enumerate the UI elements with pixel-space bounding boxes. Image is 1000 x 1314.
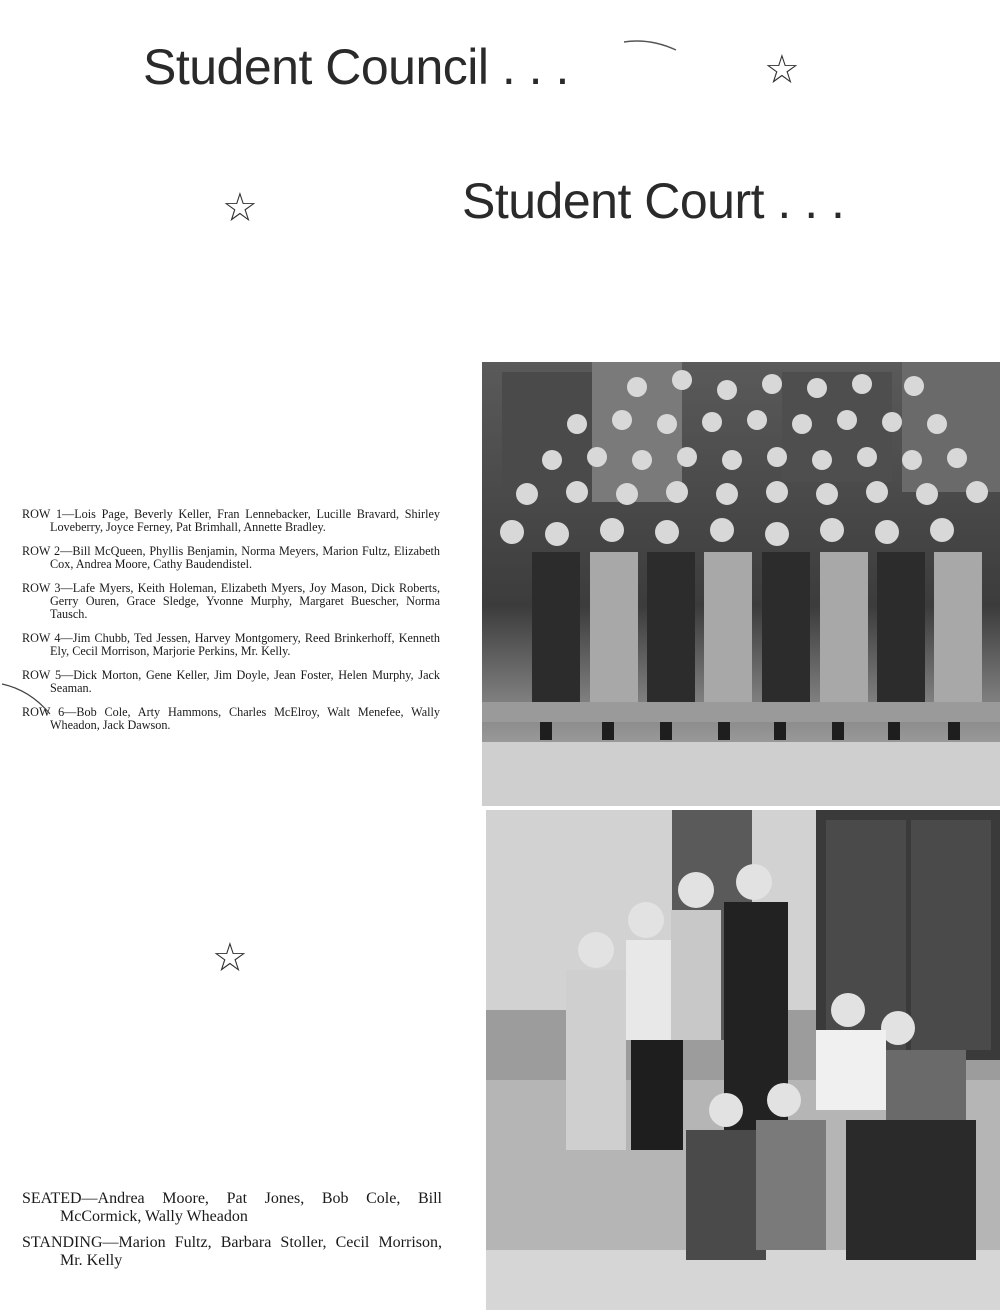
council-photo-caption bbox=[22, 508, 440, 743]
star-ornament-icon: ☆ bbox=[212, 935, 248, 981]
pencil-mark bbox=[620, 36, 680, 56]
student-court-title: Student Court . . . bbox=[462, 173, 845, 229]
pencil-mark bbox=[0, 680, 60, 720]
caption-row-4: ROW 4—Jim Chubb, Ted Jessen, Harvey Montgomery, Reed Brinkerhoff, Kenneth Ely, Cecil Morrison, Marjorie Perkins, Mr. Kelly. bbox=[22, 631, 440, 658]
caption-seated: SEATED—Andrea Moore, Pat Jones, Bob Cole, Bill McCormick, Wally Wheadon bbox=[22, 1190, 442, 1225]
court-photo-caption bbox=[22, 1190, 442, 1278]
student-council-title: Student Council . . . bbox=[143, 39, 569, 95]
student-council-group-photo bbox=[482, 362, 1000, 806]
caption-row-1: ROW 1—Lois Page, Beverly Keller, Fran Lennebacker, Lucille Bravard, Shirley Loveberry, Joyce Ferney, Pat Brimhall, Annette Bradley. bbox=[22, 507, 440, 534]
star-ornament-icon: ☆ bbox=[222, 185, 258, 231]
student-court-group-photo bbox=[486, 810, 1000, 1310]
caption-row-2: ROW 2—Bill McQueen, Phyllis Benjamin, Norma Meyers, Marion Fultz, Elizabeth Cox, Andrea Moore, Cathy Baudendistel. bbox=[22, 544, 440, 571]
caption-row-3: ROW 3—Lafe Myers, Keith Holeman, Elizabeth Myers, Joy Mason, Dick Roberts, Gerry Ouren, Grace Sledge, Yvonne Murphy, Margaret Buescher, Norma Tausch. bbox=[22, 581, 440, 621]
star-ornament-icon: ☆ bbox=[764, 47, 800, 93]
caption-standing: STANDING—Marion Fultz, Barbara Stoller, Cecil Morrison, Mr. Kelly bbox=[22, 1234, 442, 1269]
caption-row-5: ROW 5—Dick Morton, Gene Keller, Jim Doyle, Jean Foster, Helen Murphy, Jack Seaman. bbox=[22, 668, 440, 695]
caption-row-6: ROW 6—Bob Cole, Arty Hammons, Charles McElroy, Walt Menefee, Wally Wheadon, Jack Dawson. bbox=[22, 705, 440, 732]
